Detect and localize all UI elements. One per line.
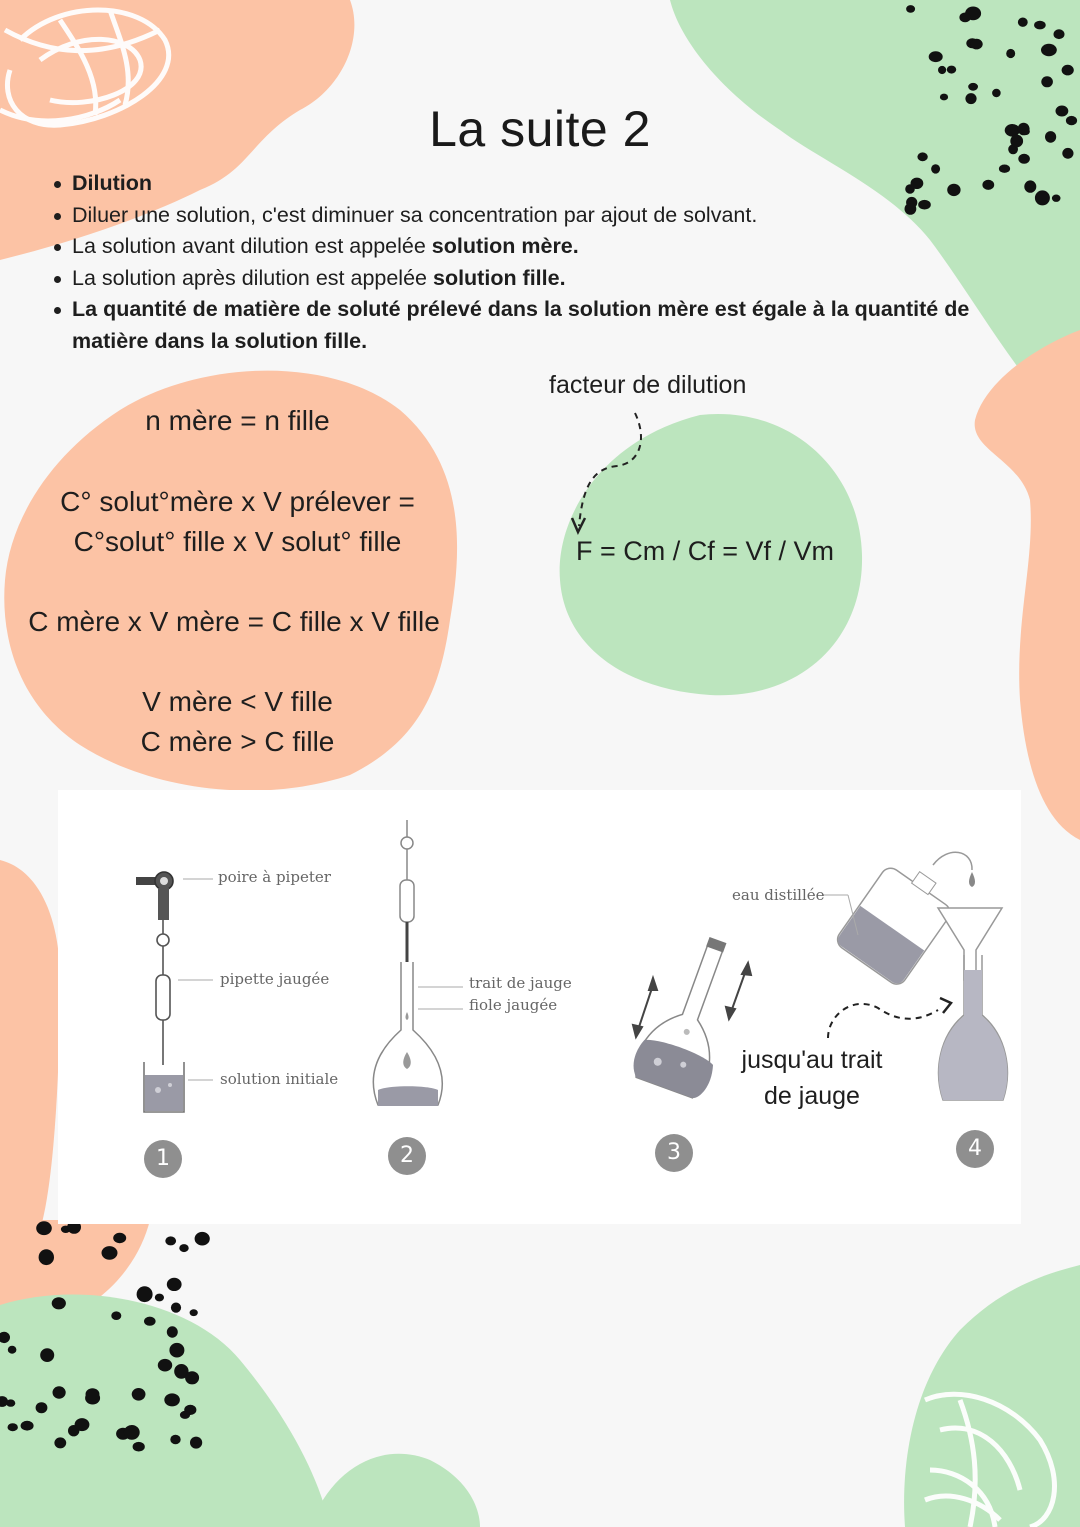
decorative-dot <box>171 1303 181 1313</box>
decorative-dot <box>1054 29 1065 39</box>
decorative-dot <box>86 1388 100 1400</box>
decorative-dot <box>36 1402 48 1413</box>
decorative-dot <box>167 1278 182 1291</box>
decorative-dot <box>180 1411 190 1419</box>
decorative-dot <box>137 1286 153 1302</box>
page-title: La suite 2 <box>429 101 651 157</box>
pipette-icon <box>136 872 173 1065</box>
dilution-factor-label: facteur de dilution <box>549 371 747 399</box>
decorative-dot <box>158 1359 172 1372</box>
decorative-dot <box>947 66 956 74</box>
bullet-item <box>72 231 1032 263</box>
decorative-dot <box>968 83 978 91</box>
wash-bottle-icon <box>834 854 961 988</box>
decorative-dot <box>54 1437 66 1448</box>
flask-final-icon <box>939 955 1008 1100</box>
bullet-text: La solution après dilution est appelée <box>72 265 433 290</box>
bullet-text: Dilution <box>72 171 153 195</box>
decorative-dot <box>1006 49 1015 58</box>
formula-n: n mère = n fille <box>145 405 330 436</box>
decorative-dot <box>144 1317 156 1326</box>
funnel-icon <box>938 908 1002 980</box>
decorative-dot <box>8 1423 18 1431</box>
bullet-text: La solution avant dilution est appelée <box>72 234 432 258</box>
decorative-dot <box>1062 65 1074 76</box>
label-poire: poire à pipeter <box>218 868 331 886</box>
decorative-dot <box>190 1437 202 1449</box>
decorative-dot <box>8 1346 17 1354</box>
decorative-dot <box>167 1326 178 1337</box>
dashed-curve-arrow-icon <box>828 998 951 1038</box>
bullet-item <box>72 294 1032 357</box>
decorative-dot <box>1041 76 1053 87</box>
beaker-icon <box>144 1062 184 1112</box>
formula-concentration-compare: C mère > C fille <box>140 726 335 757</box>
decorative-dot <box>169 1343 184 1358</box>
step-4-badge: 4 <box>956 1130 994 1168</box>
decorative-dot <box>1034 21 1046 30</box>
mint-blob-bottom-left <box>0 1294 330 1527</box>
decorative-dot <box>39 1249 54 1265</box>
bullet-item <box>72 168 1032 200</box>
decorative-dot <box>52 1297 66 1309</box>
formula-c-v: C mère x V mère = C fille x V fille <box>28 606 440 637</box>
step-1-badge: 1 <box>144 1140 182 1178</box>
double-arrow-icon <box>633 963 751 1037</box>
bullet-list <box>50 168 1032 357</box>
decorative-dot <box>133 1442 145 1452</box>
decorative-dot <box>970 39 982 50</box>
decorative-dot <box>40 1348 54 1362</box>
decorative-dot <box>155 1294 164 1302</box>
label-eau-distillee: eau distillée <box>732 886 825 904</box>
volumetric-flask-icon <box>373 820 442 1106</box>
decorative-dot <box>102 1246 118 1260</box>
step-2-badge: 2 <box>388 1137 426 1175</box>
bullet-item <box>72 263 1032 295</box>
decorative-dot <box>124 1425 140 1440</box>
decorative-dot <box>959 13 970 23</box>
formula-volume: V mère < V fille <box>142 686 333 717</box>
bullet-text: solution mère. <box>431 234 579 258</box>
decorative-dot <box>111 1311 121 1320</box>
decorative-dot <box>1035 190 1050 205</box>
decorative-dot <box>929 51 943 62</box>
note-line-1: jusqu'au trait <box>741 1046 883 1074</box>
decorative-dot <box>113 1233 126 1243</box>
label-pipette: pipette jaugée <box>220 970 330 988</box>
formula-concentration-line-b: C°solut° fille x V solut° fille <box>73 526 402 557</box>
step-3-badge: 3 <box>655 1134 693 1172</box>
bullet-text: solution fille. <box>432 265 566 290</box>
decorative-dot <box>21 1421 34 1431</box>
decorative-dot <box>132 1388 146 1401</box>
label-trait-de-jauge: trait de jauge <box>469 974 572 992</box>
decorative-dot <box>938 66 946 74</box>
note-line-2: de jauge <box>764 1082 860 1110</box>
decorative-dot <box>170 1435 180 1444</box>
label-solution-initiale: solution initiale <box>220 1070 339 1088</box>
decorative-dot <box>164 1393 180 1406</box>
decorative-dot <box>1018 18 1028 27</box>
decorative-dot <box>1041 44 1057 56</box>
decorative-dot <box>190 1309 198 1316</box>
decorative-dot <box>165 1236 176 1245</box>
decorative-dot <box>179 1244 188 1252</box>
decorative-dot <box>195 1232 210 1246</box>
decorative-dot <box>36 1221 52 1235</box>
decorative-dot <box>185 1371 199 1384</box>
peach-blob-left-edge <box>0 860 60 1240</box>
dilution-diagram <box>58 790 1021 1224</box>
formula-concentration-line-a: C° solut°mère x V prélever = <box>60 486 415 517</box>
peach-blob-right <box>975 330 1080 840</box>
dashed-arrow-icon <box>565 408 655 538</box>
decorative-dot <box>53 1386 66 1398</box>
note-jusqu-au-trait <box>722 1042 902 1114</box>
bullet-text: La quantité de matière de soluté prélevé dans la solution mère est égale à la quantité de matière dans la solution fille. <box>72 297 970 353</box>
decorative-dot <box>75 1418 90 1431</box>
decorative-dot <box>1052 195 1061 202</box>
decorative-dot <box>992 89 1001 97</box>
dilution-factor-formula: F = Cm / Cf = Vf / Vm <box>576 536 835 566</box>
label-fiole-jaugee: fiole jaugée <box>469 996 558 1014</box>
bullet-item <box>72 200 1032 232</box>
bullet-text: Diluer une solution, c'est diminuer sa concentration par ajout de solvant. <box>72 202 758 227</box>
decorative-dot <box>906 5 915 13</box>
